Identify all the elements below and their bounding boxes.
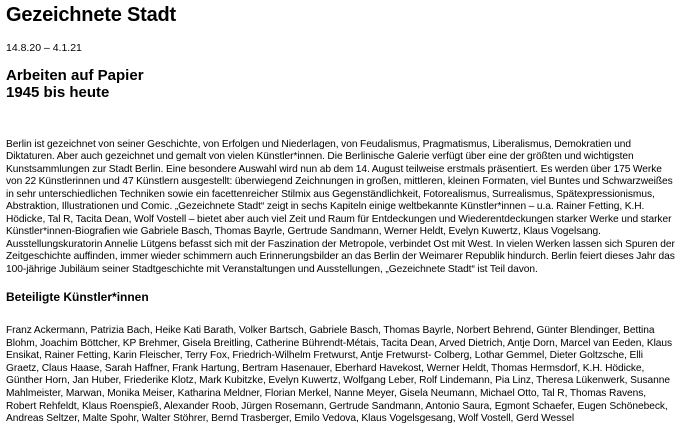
exhibition-dates: 14.8.20 – 4.1.21: [6, 42, 82, 54]
subtitle-line-1: Arbeiten auf Papier: [6, 67, 144, 84]
exhibition-subtitle: [6, 67, 678, 101]
artists-list: Franz Ackermann, Patrizia Bach, Heike Kati Barath, Volker Bartsch, Gabriele Basch, Thomas Bayrle, Norbert Behrend, Günter Blendinger, Bettina Blohm, Joachim Böttcher, KP Brehmer, Gisela Breitling, Catherine Bührendt-Métais, Tacita Dean, Arved Dietrich, Antje Dorn, Marcel van Eeden, Klaus Ensikat, Rainer Fetting, Karin Fleischer, Terry Fox, Friedrich-Wilhelm Fretwurst, Antje Fretwurst- Colberg, Lothar Gemmel, Dieter Goltzsche, Elli Graetz, Claus Haase, Sarah Haffner, Frank Hartung, Bertram Hasenauer, Eberhard Havekost, Werner Heldt, Thomas Hermsdorf, K.H. Hödicke, Günther Horn, Jan Huber, Friederike Klotz, Mark Kubitzke, Evelyn Kuwertz, Wolfgang Leber, Rolf Lindemann, Pia Linz, Theresa Lükenwerk, Susanne Mahlmeister, Marwan, Monika Meiser, Katharina Meldner, Florian Merkel, Nanne Meyer, Gisela Neumann, Michael Otto, Tal R, Thomas Ravens, Robert Rehfeldt, Klaus Roenspieß, Alexander Roob, Jürgen Rosemann, Gertrude Sandmann, Antonio Saura, Egmont Schaefer, Eugen Schönebeck, Andreas Seltzer, Malte Spohr, Walter Stöhrer, Bernd Trasberger, Emilo Vedova, Klaus Vogelsgesang, Wolf Vostell, Gerd Wessel: [6, 324, 673, 425]
page-title: Gezeichnete Stadt: [6, 4, 176, 26]
exhibition-description: Berlin ist gezeichnet von seiner Geschichte, von Erfolgen und Niederlagen, von Feudalismus, Pragmatismus, Liberalismus, Demokratien und Diktaturen. Aber auch gezeichnet und gemalt von vielen Künstler*innen. Die Berlinische Galerie verfügt über eine der größten und wichtigsten Kunstsammlungen zur Stadt Berlin. Eine besondere Auswahl wird nun ab dem 14. August teilweise erstmals präsentiert. Es werden über 175 Werke von 22 Künstlerinnen und 47 Künstlern ausgestellt: überwiegend Zeichnungen in großen, mittleren, kleinen Formaten, viel Buntes und Schwarzweißes in sehr unterschiedlichen Techniken sowie ein facettenreicher Stilmix aus Gegenständlichkeit, Fotorealismus, Surrealismus, Spätexpressionismus, Abstraktion, Illustrationen und Comic. „Gezeichnete Stadt“ zeigt in sechs Kapiteln einige weltbekannte Künstler*innen – u.a. Rainer Fetting, K.H. Hödicke, Tal R, Tacita Dean, Wolf Vostell – bietet aber auch viel Zeit und Raum für Entdeckungen und Wiederentdeckungen starker Werke und starker Künstler*innen-Biografien wie Gabriele Basch, Thomas Bayrle, Gertrude Sandmann, Werner Heldt, Evelyn Kuwertz, Klaus Vogelsang. Ausstellungskuratorin Annelie Lütgens befasst sich mit der Faszination der Metropole, verbindet Ost mit West. In vielen Werken lassen sich Spuren der Zeitgeschichte auffinden, immer wieder schimmern auch Erinnerungsbilder an das Berlin der Weimarer Republik hindurch. Berlin feiert dieses Jahr das 100-jährige Jubiläum seiner Stadtgeschichte mit Veranstaltungen und Ausstellungen, „Gezeichnete Stadt“ ist Teil davon.: [6, 139, 675, 275]
subtitle-line-2: 1945 bis heute: [6, 84, 110, 101]
exhibition-page: [6, 0, 678, 426]
artists-heading: Beteiligte Künstler*innen: [6, 289, 149, 304]
